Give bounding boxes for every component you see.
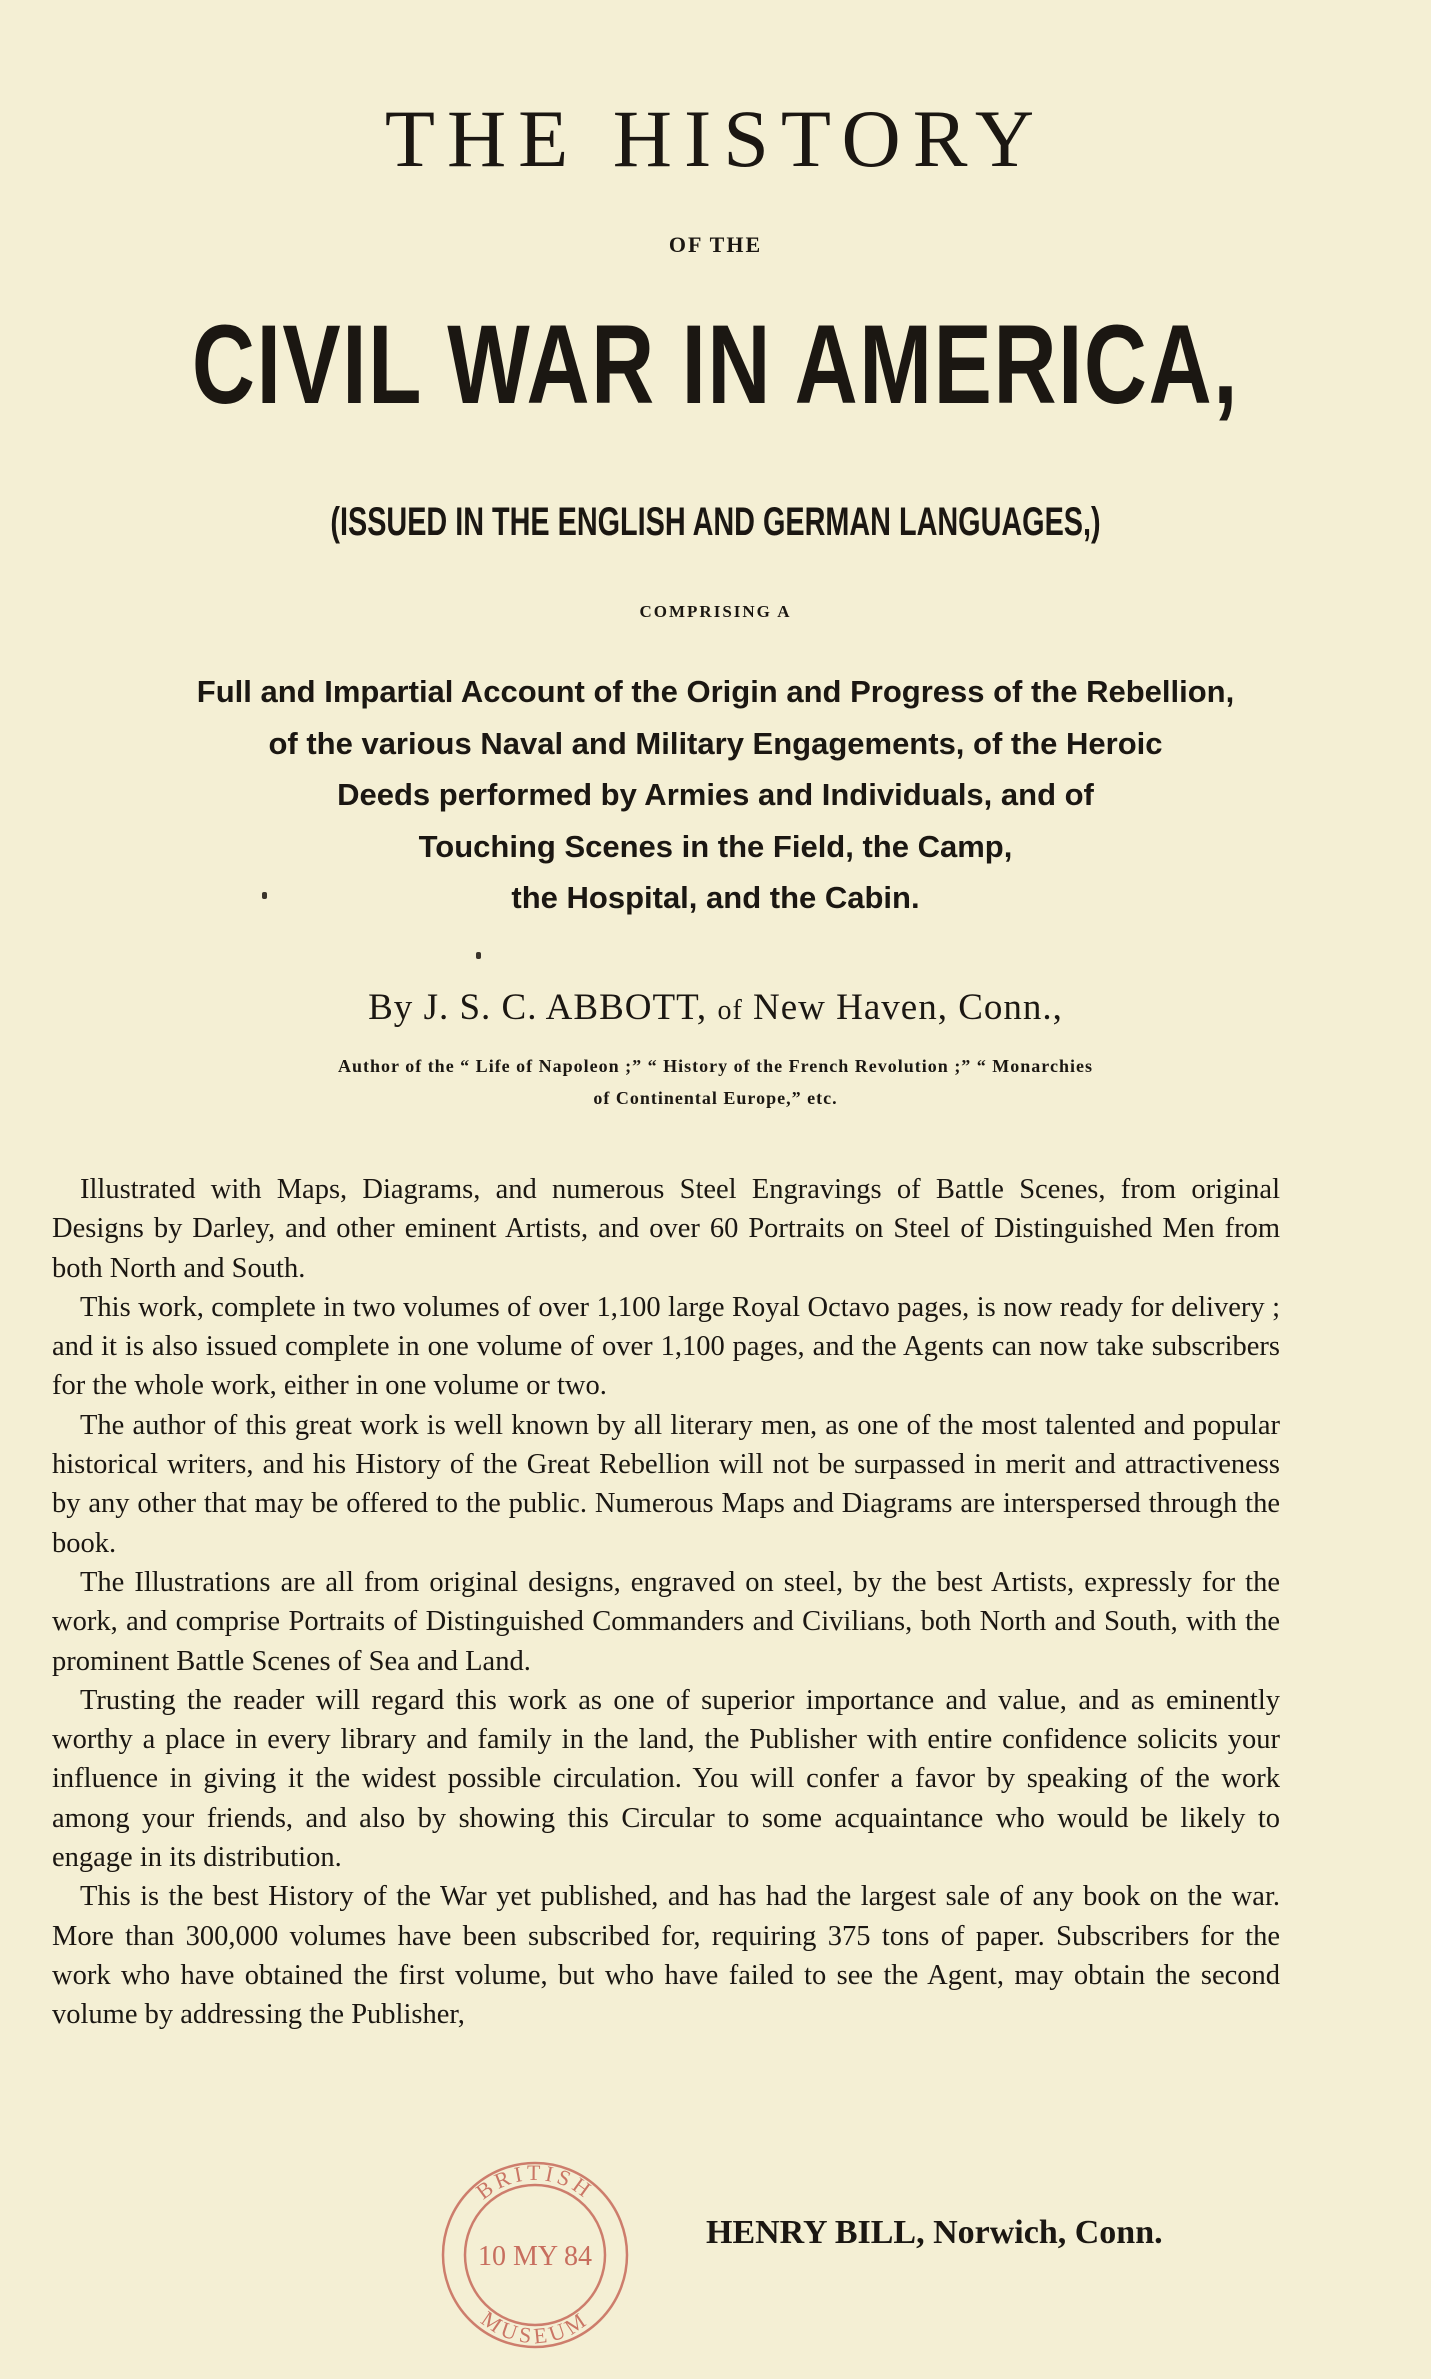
body-paragraph: Trusting the reader will regard this work as one of superior importance and value, and as eminently worthy a place in every library and family in the land, the Publisher with entire confidence solicits your influence in giving it the widest possible circulation. You will confer a favor by speaking of the work among your friends, and also by showing this Circular to some acquaintance who would be likely to engage in its distribution.	[52, 1684, 1280, 1874]
description-line: Deeds performed by Armies and Individuals, and of	[337, 777, 1094, 812]
stamp-bottom-text: MUSEUM	[476, 2305, 594, 2349]
publisher-name: HENRY BILL, Norwich, Conn.	[706, 2214, 1163, 2251]
ink-speck	[476, 952, 481, 959]
body-paragraph: This is the best History of the War yet published, and has had the largest sale of any book on the war. More than 300,000 volumes have been subscribed for, requiring 375 tons of paper. Subscribers for the work who have obtained the first volume, but who have failed to see the Agent, may obtain the second volume by addressing the Publisher,	[52, 1881, 1280, 2031]
issued-languages: (ISSUED IN THE ENGLISH AND GERMAN LANGUAGES,)	[330, 500, 1101, 544]
author-byline	[0, 986, 1431, 1029]
body-paragraph: Illustrated with Maps, Diagrams, and numerous Steel Engravings of Battle Scenes, from original Designs by Darley, and other eminent Artists, and over 60 Portraits on Steel of Distinguished Men from both North and South.	[52, 1174, 1280, 1284]
byline-author-name: J. S. C. ABBOTT,	[423, 987, 708, 1028]
body-paragraph: This work, complete in two volumes of over 1,100 large Royal Octavo pages, is now ready for delivery ; and it is also issued complete in one volume of over 1,100 pages, and the Agents can now take subscribers for the whole work, either in one volume or two.	[52, 1291, 1280, 1402]
stamp-top-text: BRITISH	[471, 2159, 599, 2205]
author-credits-line2: of Continental Europe,” etc.	[593, 1088, 838, 1108]
title-of-the: OF THE	[668, 232, 763, 257]
ink-speck	[262, 892, 267, 899]
body-paragraph: The author of this great work is well known by all literary men, as one of the most talented and popular historical writers, and his History of the Great Rebellion will not be surpassed in merit and attractiveness by any other that may be offered to the public. Numerous Maps and Diagrams are interspersed through the book.	[52, 1409, 1280, 1559]
body-paragraph: The Illustrations are all from original designs, engraved on steel, by the best Artists, expressly for the work, and comprise Portraits of Distinguished Commanders and Civilians, both North and South, with the prominent Battle Scenes of Sea and Land.	[52, 1566, 1280, 1677]
description-line: Touching Scenes in the Field, the Camp,	[418, 828, 1013, 864]
comprising-label: COMPRISING A	[639, 602, 792, 621]
description-line: the Hospital, and the Cabin.	[511, 880, 920, 915]
byline-of: of	[717, 995, 743, 1026]
description-block	[0, 666, 1431, 924]
library-stamp	[430, 2150, 640, 2360]
body-text	[52, 1170, 1280, 2035]
byline-by: By	[368, 987, 414, 1028]
byline-place: New Haven, Conn.,	[753, 987, 1063, 1028]
stamp-date: 10 MY 84	[477, 2241, 593, 2272]
description-line: of the various Naval and Military Engagements, of the Heroic	[268, 725, 1163, 761]
author-credits-line1: Author of the “ Life of Napoleon ;” “ History of the French Revolution ;” “ Monarchies	[338, 1056, 1093, 1076]
title-civil-war: CIVIL WAR IN AMERICA,	[191, 302, 1240, 427]
description-line: Full and Impartial Account of the Origin and Progress of the Rebellion,	[196, 674, 1235, 709]
title-the-history: THE HISTORY	[384, 93, 1047, 184]
